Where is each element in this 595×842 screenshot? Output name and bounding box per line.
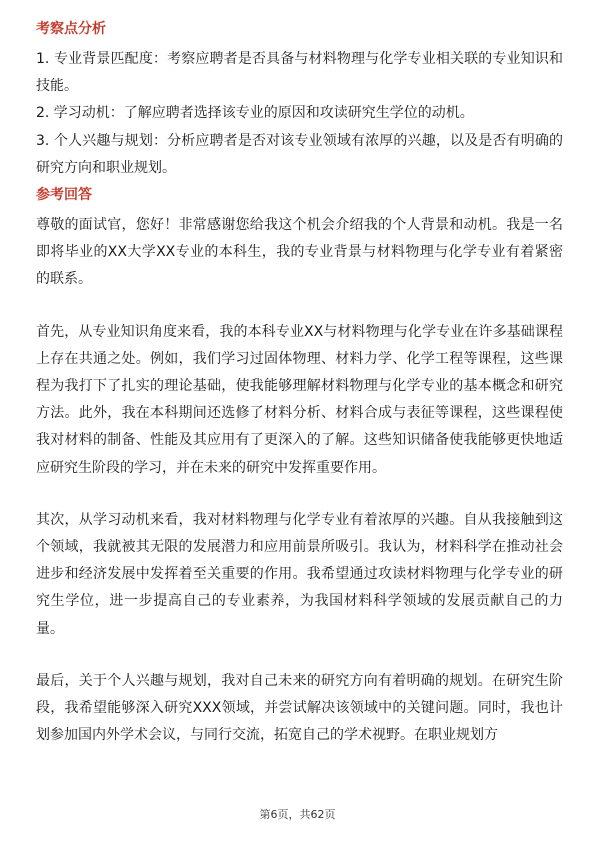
analysis-item-2: 2. 学习动机：了解应聘者选择该专业的原因和攻读研究生学位的动机。 <box>36 105 474 122</box>
page-number: 第6页，共62页 <box>259 808 336 821</box>
analysis-item-1: 1. 专业背景匹配度：考察应聘者是否具备与材料物理与化学专业相关联的专业知识和技能。 <box>36 51 563 95</box>
analysis-list <box>36 46 563 182</box>
answer-paragraph-3: 其次，从学习动机来看，我对材料物理与化学专业有着浓厚的兴趣。自从我接触到这个领域，我就被其无限的发展潜力和应用前景所吸引。我认为，材料科学在推动社会进步和经济发展中发挥着至关重要的作用。我希望通过攻读材料物理与化学专业的研究生学位，进一步提高自己的专业素养，为我国材料科学领域的发展贡献自己的力量。 <box>36 511 563 637</box>
answer-title: 参考回答 <box>36 187 92 204</box>
answer-paragraph-4: 最后，关于个人兴趣与规划，我对自己未来的研究方向有着明确的规划。在研究生阶段，我希望能够深入研究XXX领域，并尝试解决该领域中的关键问题。同时，我也计划参加国内外学术会议，与同行交流，拓宽自己的学术视野。在职业规划方 <box>36 672 563 744</box>
document-page <box>36 18 563 749</box>
analysis-title: 考察点分析 <box>36 21 106 37</box>
answer-paragraph-2: 首先，从专业知识角度来看，我的本科专业XX与材料物理与化学专业在许多基础课程上存在共通之处。例如，我们学习过固体物理、材料力学、化学工程等课程，这些课程为我打下了扎实的理论基础，使我能够理解材料物理与化学专业的基本概念和研究方法。此外，我在本科期间还选修了材料分析、材料合成与表征等课程，这些课程使我对材料的制备、性能及其应用有了更深入的了解。这些知识储备使我能够更快地适应研究生阶段的学习，并在未来的研究中发挥重要作用。 <box>36 323 563 476</box>
answer-paragraph-1: 尊敬的面试官，您好！非常感谢您给我这个机会介绍我的个人背景和动机。我是一名即将毕业的XX大学XX专业的本科生，我的专业背景与材料物理与化学专业有着紧密的联系。 <box>36 217 563 288</box>
analysis-item-3: 3. 个人兴趣与规划：分析应聘者是否对该专业领域有浓厚的兴趣，以及是否有明确的研究方向和职业规划。 <box>36 132 563 176</box>
